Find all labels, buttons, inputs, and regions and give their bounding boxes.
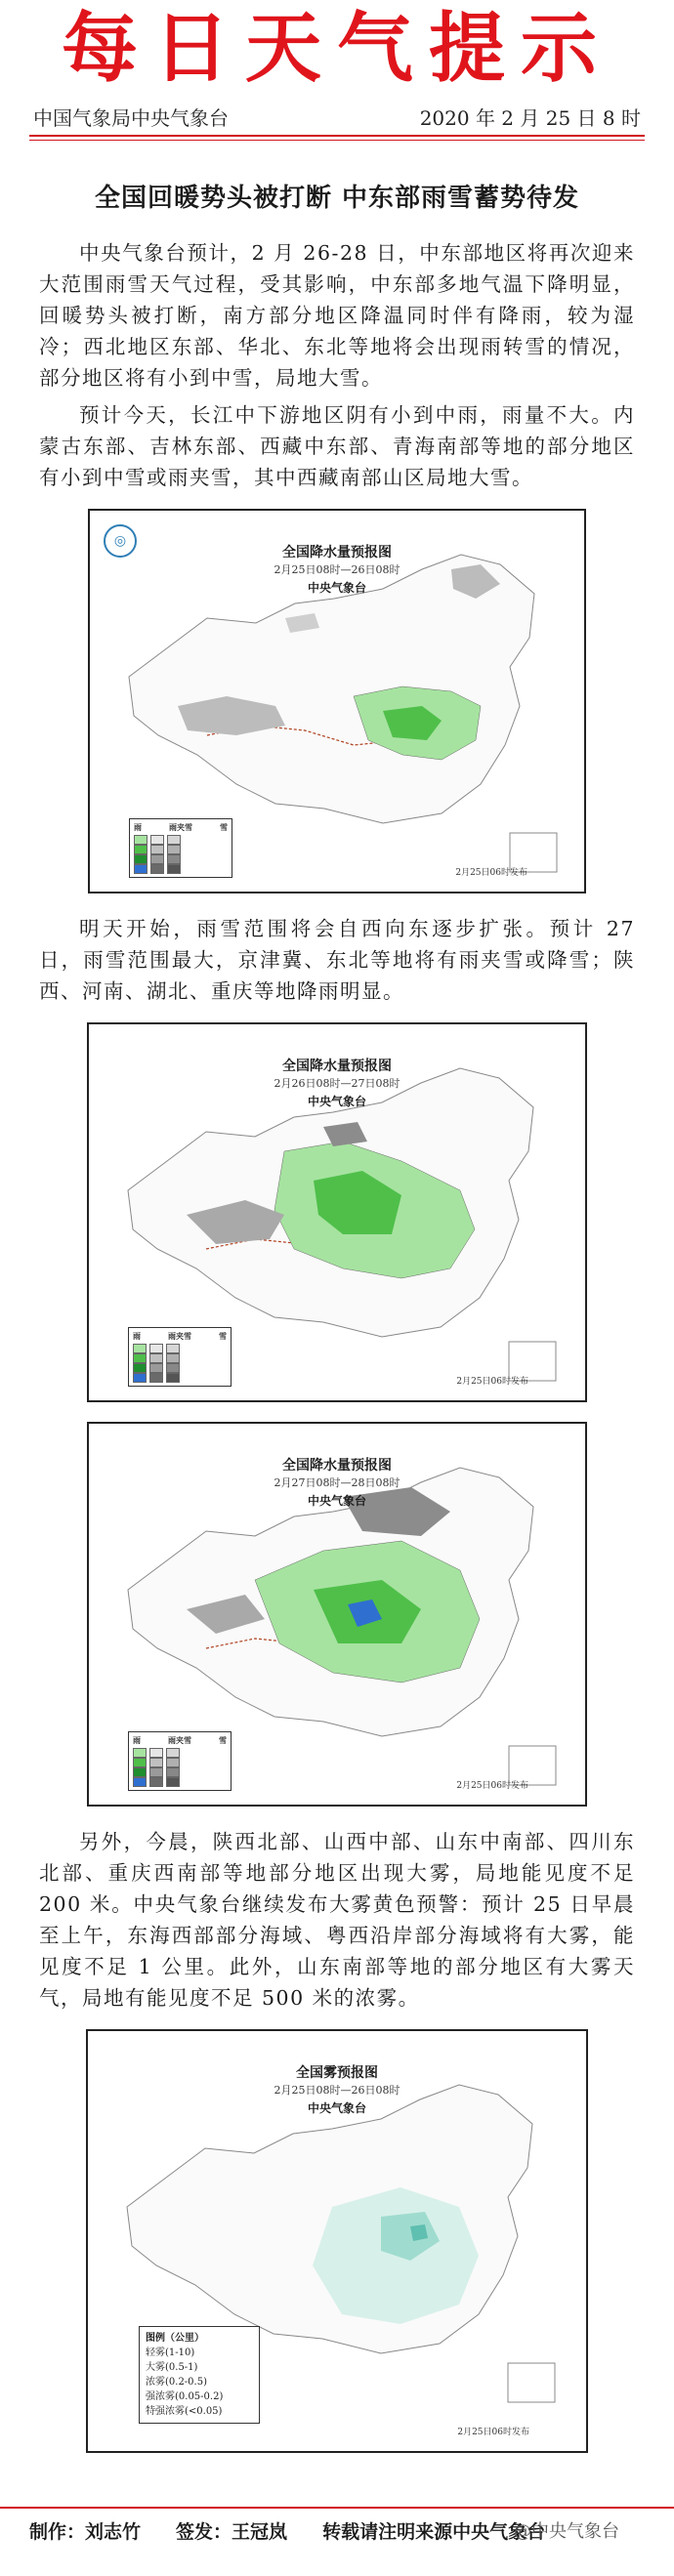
fog-legend-item: 强浓雾(0.05-0.2): [146, 2391, 224, 2402]
signer: 签发：王冠岚: [176, 2520, 288, 2543]
header-rule: [29, 135, 645, 141]
map-2-period: 2月26日08时—27日08时: [274, 1077, 400, 1090]
map-3-legend: 雨 雨夹雪 雪: [128, 1731, 232, 1791]
legend-snow: 雪: [220, 822, 228, 832]
fog-map-period: 2月25日08时—26日08时: [274, 2084, 400, 2097]
subheader: [0, 98, 674, 135]
fog-map-agency: 中央气象台: [307, 2101, 366, 2115]
fog-legend-item: 浓雾(0.2-0.5): [146, 2377, 207, 2388]
map-2-note: 2月25日06时发布: [456, 1377, 528, 1387]
fog-legend: [139, 2326, 260, 2424]
cma-logo-icon: ◎: [104, 524, 137, 558]
masthead-title: 每日天气提示: [61, 4, 612, 93]
fog-legend-title: 图例（公里）: [146, 2333, 204, 2344]
fog-map-note: 2月25日06时发布: [457, 2428, 529, 2437]
reprint-notice: 转载请注明来源中央气象台: [322, 2520, 546, 2543]
map-3-period: 2月27日08时—28日08时: [274, 1476, 400, 1489]
map-3-note: 2月25日06时发布: [456, 1781, 528, 1791]
weibo-watermark: @中央气象台: [514, 2521, 619, 2542]
paragraph-3: 明天开始，雨雪范围将会自西向东逐步扩张。预计 27 日，雨雪范围最大，京津冀、东北等地将有雨夹雪或降雪；陕西、河南、湖北、重庆等地降雨明显。: [39, 917, 635, 1003]
paragraph-2: 预计今天，长江中下游地区阴有小到中雨，雨量不大。内蒙古东部、吉林东部、西藏中东部、青海南部等地的部分地区有小到中雪或雨夹雪，其中西藏南部山区局地大雪。: [39, 403, 635, 489]
precip-map-3: [87, 1422, 587, 1807]
masthead: [0, 0, 674, 98]
precip-map-2: [87, 1022, 587, 1402]
legend-rain: 雨: [134, 822, 142, 832]
map-1-title: 全国降水量预报图: [282, 545, 392, 561]
paragraph-4: 另外，今晨，陕西北部、山西中部、山东中南部、四川东北部、重庆西南部等地部分地区出现大雾，局地能见度不足 200 米。中央气象台继续发布大雾黄色预警：预计 25 日早晨至上午，东海西部部分海域、粤西沿岸部分海域将有大雾，能见度不足 1 公里。此外，山东南部等地的部分地区有大雾天气，局地有能见度不足 500 米的浓雾。: [39, 1830, 635, 2010]
fog-map-title: 全国雾预报图: [296, 2065, 378, 2081]
map-2-title: 全国降水量预报图: [282, 1059, 392, 1074]
fog-map: [86, 2029, 588, 2453]
map-1-agency: 中央气象台: [307, 581, 366, 595]
paragraph-1: 中央气象台预计，2 月 26-28 日，中东部地区将再次迎来大范围雨雪天气过程，受其影响，中东部多地气温下降明显，回暖势头被打断，南方部分地区降温同时伴有降雨，较为湿冷；西北地区东部、华北、东北等地将会出现雨转雪的情况，部分地区将有小到中雪，局地大雪。: [39, 241, 635, 390]
map-2-agency: 中央气象台: [307, 1095, 366, 1108]
map-1-note: 2月25日06时发布: [455, 868, 527, 878]
map-1-period: 2月25日08时—26日08时: [274, 563, 400, 576]
map-2-legend: 雨 雨夹雪 雪: [128, 1327, 232, 1387]
map-3-agency: 中央气象台: [307, 1494, 366, 1508]
fog-legend-item: 轻雾(1-10): [146, 2347, 195, 2358]
map-3-title: 全国降水量预报图: [282, 1458, 392, 1474]
footer: [0, 2507, 674, 2552]
fog-legend-item: 大雾(0.5-1): [146, 2362, 198, 2373]
fog-legend-item: 特强浓雾(<0.05): [146, 2406, 223, 2417]
map-1-legend: [129, 818, 232, 878]
source-agency: 中国气象局中央气象台: [33, 105, 229, 130]
legend-sleet: 雨夹雪: [169, 822, 192, 832]
maker: 制作：刘志竹: [29, 2520, 142, 2543]
precip-map-1: [88, 509, 586, 893]
issue-date: 2020 年 2 月 25 日 8 时: [419, 105, 641, 130]
headline: 全国回暖势头被打断 中东部雨雪蓄势待发: [94, 184, 580, 213]
